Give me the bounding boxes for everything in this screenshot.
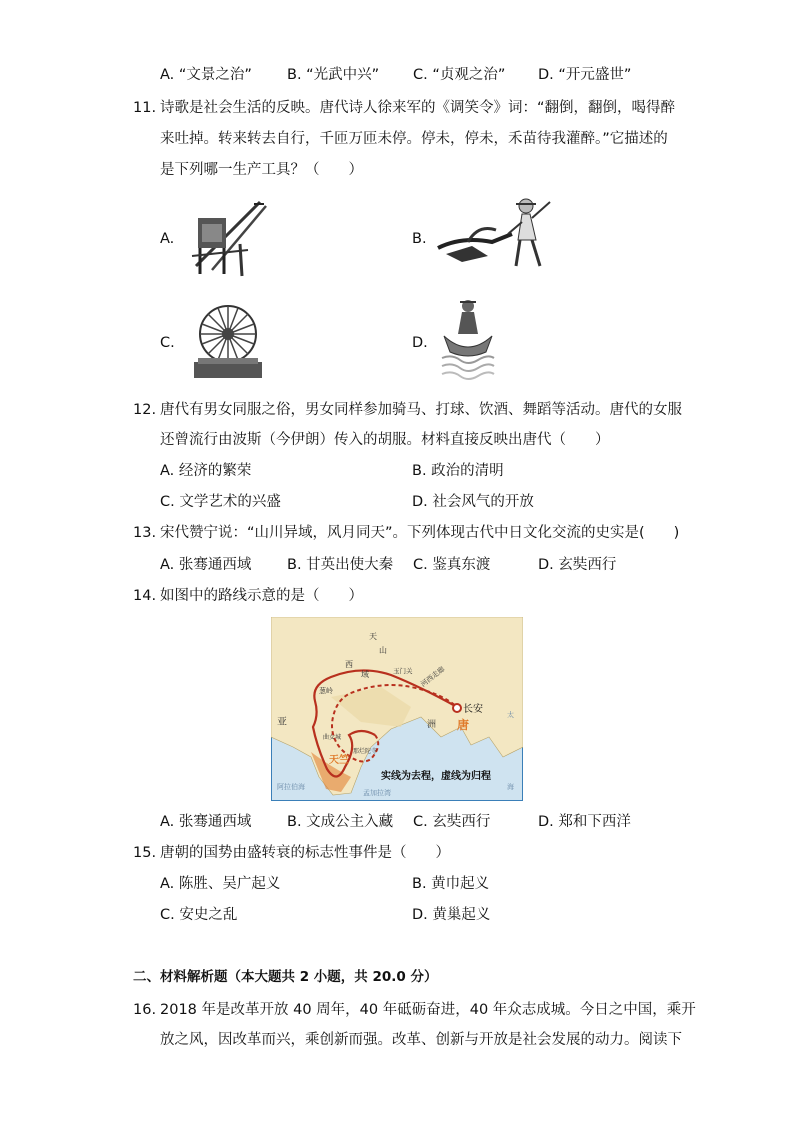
label-shan: 山	[379, 646, 387, 655]
q16-line-2: 放之风，因改革而兴，乘创新而强。改革、创新与开放是社会发展的动力。阅读下	[160, 1032, 682, 1048]
q11-line-3: 是下列哪一生产工具？（ ）	[160, 162, 363, 178]
changan-marker	[453, 704, 461, 712]
section-2-title: 二、材料解析题（本大题共 2 小题，共 20.0 分）	[133, 969, 438, 985]
q12-option-a: A. 经济的繁荣	[160, 463, 252, 479]
label-changan: 长安	[463, 704, 483, 715]
waterwheel-tongche-image	[192, 300, 264, 380]
label-bay-of-bengal: 孟加拉湾	[363, 789, 391, 797]
q11-option-b: B.	[412, 231, 427, 247]
label-yu: 域	[361, 670, 369, 679]
label-tianzhu: 天竺	[329, 755, 349, 766]
label-arabian-sea: 阿拉伯海	[277, 783, 305, 791]
q13-option-c: C. 鉴真东渡	[413, 557, 491, 573]
q16-number: 16.	[133, 1002, 157, 1018]
label-congling: 葱岭	[319, 687, 333, 695]
q11-option-d: D.	[412, 335, 428, 351]
q12-option-d: D. 社会风气的开放	[412, 494, 534, 510]
ploughing-farmer-image	[432, 196, 562, 272]
label-hai: 海	[507, 783, 514, 791]
label-zhou: 洲	[427, 720, 437, 730]
q10-option-c: C. “贞观之治”	[413, 67, 506, 83]
q13-option-b: B. 甘英出使大秦	[287, 557, 394, 573]
q11-number: 11.	[133, 100, 157, 116]
label-ya: 亚	[277, 717, 287, 728]
q10-option-d: D. “开元盛世”	[538, 67, 632, 83]
q13-number: 13.	[133, 525, 157, 541]
q14-number: 14.	[133, 588, 157, 604]
q10-option-a: A. “文景之治”	[160, 67, 252, 83]
q12-option-b: B. 政治的清明	[412, 463, 504, 479]
q15-option-c: C. 安史之乱	[160, 907, 238, 923]
label-tang: 唐	[457, 718, 470, 732]
xuanzang-route-map	[271, 617, 523, 801]
q15-number: 15.	[133, 845, 157, 861]
label-yumenguan: 玉门关	[393, 667, 413, 675]
q14-line-1: 如图中的路线示意的是（ ）	[160, 588, 363, 604]
q12-number: 12.	[133, 402, 157, 418]
q14-option-b: B. 文成公主入藏	[287, 814, 394, 830]
q13-option-d: D. 玄奘西行	[538, 557, 617, 573]
q15-option-b: B. 黄巾起义	[412, 876, 490, 892]
label-tai: 太	[507, 711, 514, 719]
q12-option-c: C. 文学艺术的兴盛	[160, 494, 281, 510]
label-tian: 天	[369, 632, 377, 641]
q14-option-d: D. 郑和下西洋	[538, 814, 631, 830]
label-xi: 西	[345, 660, 353, 669]
q11-option-c: C.	[160, 335, 175, 351]
q12-line-2: 还曾流行由波斯（今伊朗）传入的胡服。材料直接反映出唐代（ ）	[160, 432, 610, 448]
label-nalantuosi: 那烂陀寺	[353, 748, 378, 755]
q11-line-2: 来吐掉。转来转去自行，千匝万匝未停。停未，停未，禾苗待我灌醉。”它描述的	[160, 131, 668, 147]
waterwheel-treadle-image	[188, 196, 268, 280]
label-qunvcheng: 曲女城	[323, 734, 342, 741]
q15-option-a: A. 陈胜、吴广起义	[160, 876, 281, 892]
label-hexi: 河西走廊	[419, 665, 447, 689]
q14-option-c: C. 玄奘西行	[413, 814, 491, 830]
q15-line-1: 唐朝的国势由盛转衰的标志性事件是（ ）	[160, 845, 450, 861]
q11-option-a: A.	[160, 231, 175, 247]
q13-line-1: 宋代赞宁说：“山川异域，风月同天”。下列体现古代中日文化交流的史实是( )	[160, 525, 680, 541]
q16-line-1: 2018 年是改革开放 40 周年，40 年砥砺奋进，40 年众志成城。今日之中国，乘开	[160, 1002, 696, 1018]
map-legend: 实线为去程，虚线为归程	[381, 771, 491, 782]
q14-option-a: A. 张骞通西域	[160, 814, 252, 830]
q11-line-1: 诗歌是社会生活的反映。唐代诗人徐来军的《调笑令》词：“翻倒，翻倒，喝得醉	[160, 100, 676, 116]
q12-line-1: 唐代有男女同服之俗，男女同样参加骑马、打球、饮酒、舞蹈等活动。唐代的女服	[160, 402, 682, 418]
q10-option-b: B. “光武中兴”	[287, 67, 380, 83]
q13-option-a: A. 张骞通西域	[160, 557, 252, 573]
boat-rider-image	[440, 296, 496, 382]
q15-option-d: D. 黄巢起义	[412, 907, 491, 923]
